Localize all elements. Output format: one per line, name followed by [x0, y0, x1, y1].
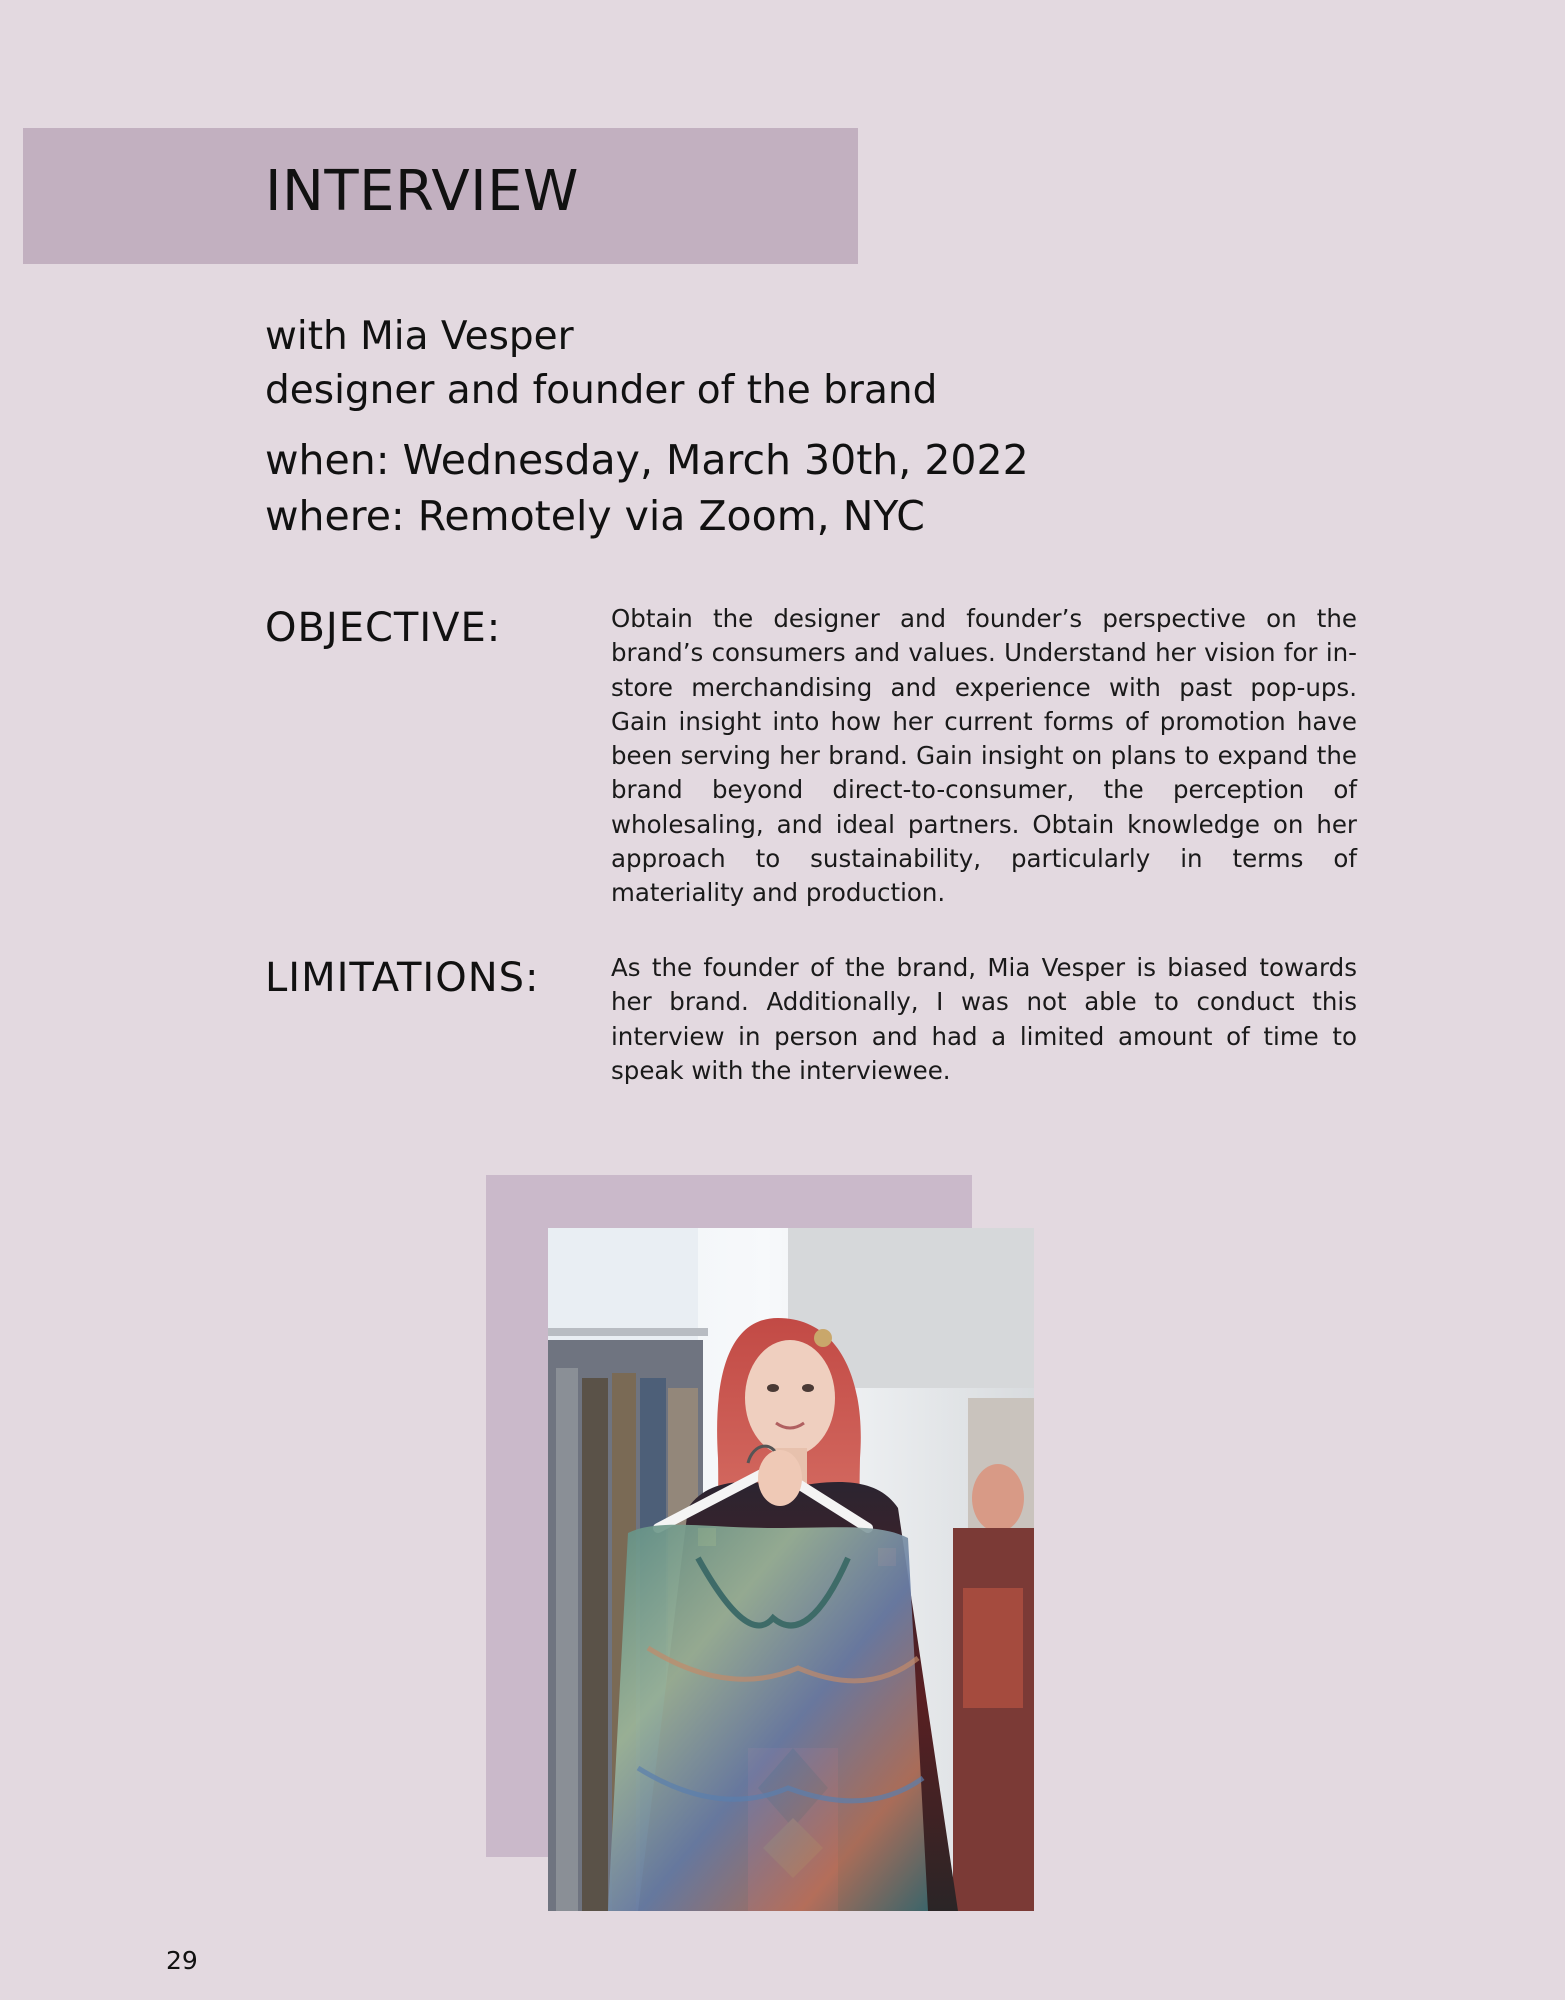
objective-heading: OBJECTIVE: [265, 605, 502, 651]
interviewee-name: with Mia Vesper [265, 314, 574, 359]
interview-date: when: Wednesday, March 30th, 2022 [265, 436, 1029, 484]
limitations-heading: LIMITATIONS: [265, 955, 540, 1001]
objective-text: Obtain the designer and founder’s perspective on the brand’s consumers and values. Understand her vision for in-store merchandising and experience with past pop-ups. Gain insight into how her current forms of promotion have been serving her brand. Gain insight on plans to expand the brand beyond direct-to-consumer, the perception of wholesaling, and ideal partners. Obtain knowledge on her approach to sustainability, particularly in terms of materiality and production. [611, 604, 1357, 908]
interviewee-role: designer and founder of the brand [265, 368, 938, 413]
page-title: INTERVIEW [265, 159, 579, 224]
limitations-text: As the founder of the brand, Mia Vesper is biased towards her brand. Additionally, I was not able to conduct this interview in person and had a limited amount of time to speak with the interviewee. [611, 953, 1357, 1085]
page-number: 29 [166, 1946, 198, 1975]
designer-photo [548, 1228, 1034, 1911]
interview-location: where: Remotely via Zoom, NYC [265, 492, 925, 540]
